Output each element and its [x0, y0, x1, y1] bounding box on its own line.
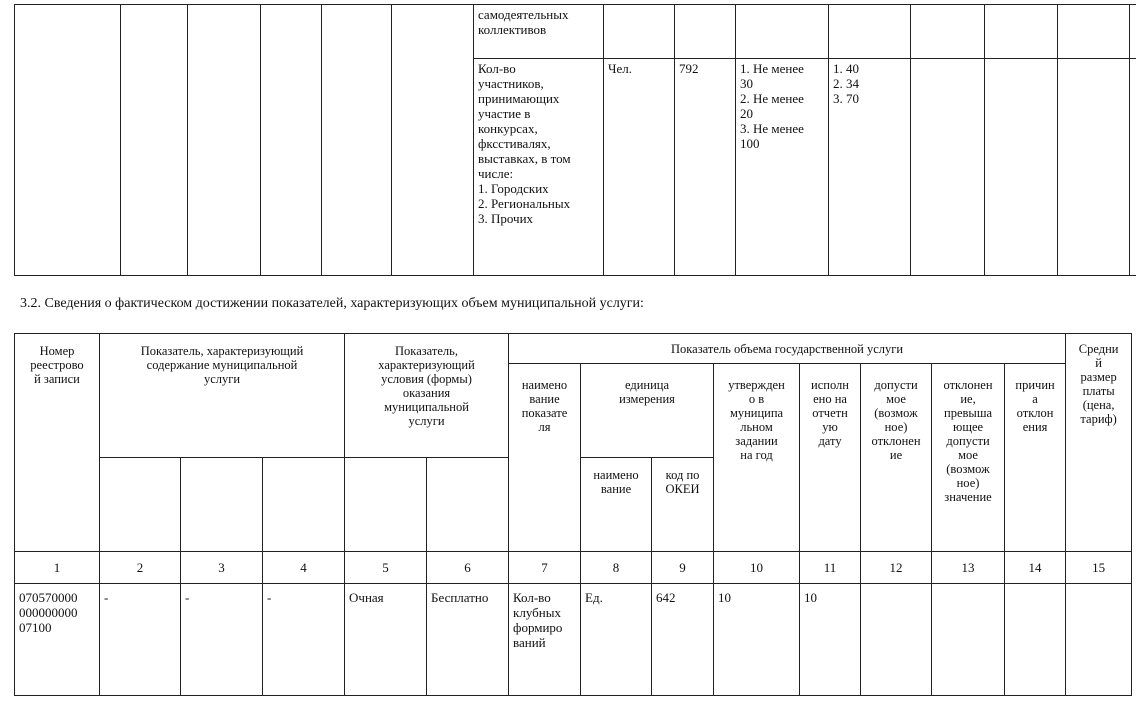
column-number: 2	[100, 552, 181, 584]
top-indicators-table	[14, 4, 1136, 276]
header-allowed-deviation: допусти мое (возмож ное) отклонен ие	[861, 364, 932, 552]
cell	[604, 5, 675, 59]
column-number: 5	[345, 552, 427, 584]
header-deviation-reason: причин а отклон ения	[1005, 364, 1066, 552]
content-cell-3: -	[181, 584, 263, 696]
avg-fee-cell	[1066, 584, 1132, 696]
volume-indicators-table	[14, 333, 1132, 696]
table-row	[15, 584, 1132, 696]
column-number: 10	[714, 552, 800, 584]
section-title: 3.2. Сведения о фактическом достижении показателей, характеризующих объем муниципальной услуги:	[20, 296, 644, 311]
header-approved: утвержден о в муниципа льном задании на год	[714, 364, 800, 552]
cell	[15, 5, 121, 276]
indicator-cell: Кол-во участников, принимающих участие в конкурсах, фксстивалях, выставках, в том числе: 1. Городских 2. Региональных 3. Прочих	[474, 59, 604, 276]
cell	[322, 5, 392, 276]
cell	[1058, 5, 1130, 59]
column-number: 15	[1066, 552, 1132, 584]
indicator-name-cell: Кол-во клубных формиро ваний	[509, 584, 581, 696]
column-number: 11	[800, 552, 861, 584]
approved-cell: 10	[714, 584, 800, 696]
cell	[188, 5, 261, 276]
cell	[911, 5, 985, 59]
actual-cell: 1. 40 2. 34 3. 70	[829, 59, 911, 276]
cell	[121, 5, 188, 276]
column-number: 12	[861, 552, 932, 584]
content-cell-2: -	[100, 584, 181, 696]
content-cell-4: -	[263, 584, 345, 696]
cell	[1130, 5, 1136, 59]
column-number: 13	[932, 552, 1005, 584]
cell	[985, 59, 1058, 276]
header-content-col3	[181, 458, 263, 552]
header-indicator-name: наимено вание показате ля	[509, 364, 581, 552]
okei-cell: 792	[675, 59, 736, 276]
approved-cell: 1. Не менее 30 2. Не менее 20 3. Не менее 100	[736, 59, 829, 276]
form-cell: Очная	[345, 584, 427, 696]
payment-cell: Бесплатно	[427, 584, 509, 696]
indicator-cell: самодеятельных коллективов	[474, 5, 604, 59]
header-okei-code: код по ОКЕИ	[652, 458, 714, 552]
column-numbers-row	[15, 552, 1132, 584]
cell	[911, 59, 985, 276]
header-exceeding-deviation: отклонен ие, превыша ющее допусти мое (возмож ное) значение	[932, 364, 1005, 552]
allowed-deviation-cell	[861, 584, 932, 696]
unit-cell: Чел.	[604, 59, 675, 276]
column-number: 3	[181, 552, 263, 584]
header-conditions-col5	[345, 458, 427, 552]
column-number: 8	[581, 552, 652, 584]
cell	[1130, 59, 1136, 276]
cell	[1058, 59, 1130, 276]
okei-code-cell: 642	[652, 584, 714, 696]
cell	[261, 5, 322, 276]
registry-number-cell: 070570000 000000000 07100	[15, 584, 100, 696]
header-conditions-col6	[427, 458, 509, 552]
column-number: 7	[509, 552, 581, 584]
cell	[392, 5, 474, 276]
cell	[985, 5, 1058, 59]
header-executed: исполн ено на отчетн ую дату	[800, 364, 861, 552]
top-table-row	[15, 5, 1136, 59]
column-number: 6	[427, 552, 509, 584]
header-conditions-indicator: Показатель, характеризующий условия (формы) оказания муниципальной услуги	[345, 334, 509, 458]
cell	[736, 5, 829, 59]
header-content-col4	[263, 458, 345, 552]
header-registry-number: Номер реестрово й записи	[15, 334, 100, 552]
header-unit-name: наимено вание	[581, 458, 652, 552]
header-volume-indicator: Показатель объема государственной услуги	[509, 334, 1066, 364]
cell	[829, 5, 911, 59]
deviation-reason-cell	[1005, 584, 1066, 696]
column-number: 14	[1005, 552, 1066, 584]
unit-name-cell: Ед.	[581, 584, 652, 696]
header-content-indicator: Показатель, характеризующий содержание муниципальной услуги	[100, 334, 345, 458]
executed-cell: 10	[800, 584, 861, 696]
column-number: 9	[652, 552, 714, 584]
header-avg-fee: Средни й размер платы (цена, тариф)	[1066, 334, 1132, 552]
cell	[675, 5, 736, 59]
header-unit: единица измерения	[581, 364, 714, 458]
column-number: 4	[263, 552, 345, 584]
column-number: 1	[15, 552, 100, 584]
exceeding-deviation-cell	[932, 584, 1005, 696]
header-content-col2	[100, 458, 181, 552]
